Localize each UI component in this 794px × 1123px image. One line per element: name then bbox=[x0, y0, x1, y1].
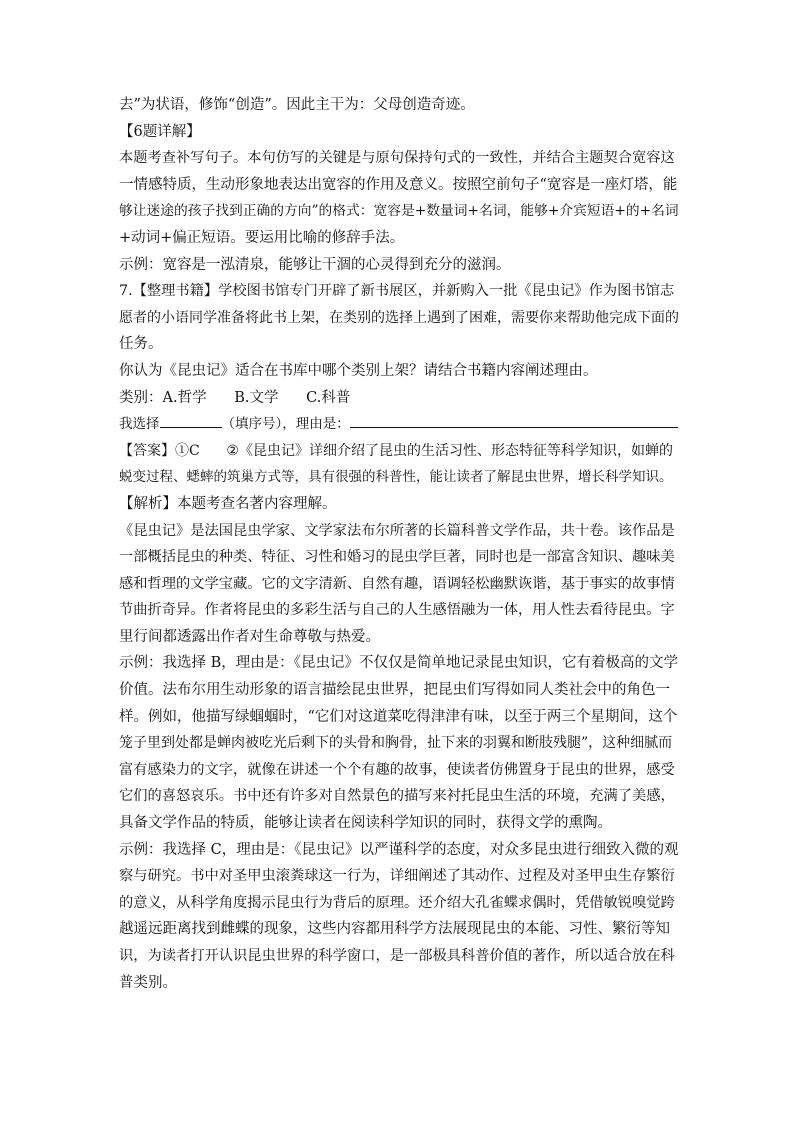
text-line: 里行间都透露出作者对生命尊敬与热爱。 bbox=[119, 628, 380, 645]
text-line: +动词+偏正短语。要运用比喻的修辞手法。 bbox=[119, 229, 405, 246]
text-line: 去”为状语，修饰“创造”。因此主干为：父母创造奇迹。 bbox=[119, 97, 475, 113]
text-line: 察与研究。书中对圣甲虫滚粪球这一行为，详细阐述了其动作、过程及对圣甲虫生存繁衍 bbox=[119, 868, 675, 885]
text-line: 具备文学作品的特质，能够让读者在阅读科学知识的同时，获得文学的熏陶。 bbox=[119, 815, 612, 832]
text-line: 的意义，从科学角度揭示昆虫行为背后的原理。还介绍大孔雀蝶求偶时，凭借敏锐嗅觉跨 bbox=[119, 894, 675, 911]
text-line: 《昆虫记》是法国昆虫学家、文学家法布尔所著的长篇科普文学作品，共十卷。该作品是 bbox=[119, 522, 675, 539]
text-line: 普类别。 bbox=[119, 974, 177, 991]
example-line: 示例：宽容是一泓清泉，能够让干涸的心灵得到充分的滋润。 bbox=[119, 256, 511, 273]
fill-in-line bbox=[119, 411, 679, 438]
text-line: 富有感染力的文字，就像在讲述一个个有趣的故事，使读者仿佛置身于昆虫的世界，感受 bbox=[119, 761, 675, 778]
text-line: 一部概括昆虫的种类、特征、习性和婚习的昆虫学巨著，同时也是一部富含知识、趣味美 bbox=[119, 549, 675, 566]
text-line: 感和哲理的文学宝藏。它的文字清新、自然有趣，语调轻松幽默诙谐，基于事实的故事情 bbox=[119, 575, 675, 592]
fill-prefix: 我选择 bbox=[119, 416, 160, 433]
question-line: 任务。 bbox=[119, 336, 163, 353]
text-line: 节曲折奇异。作者将昆虫的多彩生活与自己的人生感悟融为一体，用人性去看待昆虫。字 bbox=[119, 602, 675, 619]
answer-blank-reason bbox=[350, 412, 678, 428]
category-options: 类别：A.哲学 B.文学 C.科普 bbox=[119, 389, 351, 406]
text-line: 它们的喜怒哀乐。书中还有许多对自然景色的描写来衬托昆虫生活的环境，充满了美感， bbox=[119, 788, 675, 805]
analysis-heading: 【解析】本题考查名著内容理解。 bbox=[119, 495, 337, 512]
text-line: 笼子里到处都是蝉肉被吃光后剩下的头骨和胸骨，扯下来的羽翼和断肢残腿”，这种细腻而 bbox=[119, 735, 673, 752]
fill-middle: （填序号），理由是： bbox=[221, 416, 350, 433]
text-line: 够让迷途的孩子找到正确的方向”的格式：宽容是+数量词+名词，能够+介宾短语+的+名词 bbox=[119, 203, 679, 220]
question-line: 愿者的小语同学准备将此书上架，在类别的选择上遇到了困难，需要你来帮助他完成下面的 bbox=[119, 309, 679, 326]
text-line: 越遥远距离找到雌蝶的现象，这些内容都用科学方法展现昆虫的本能、习性、繁衍等知 bbox=[119, 921, 670, 938]
example-line: 示例：我选择 B，理由是：《昆虫记》不仅仅是简单地记录昆虫知识，它有着极高的文学 bbox=[119, 655, 679, 672]
section-heading: 【6题详解】 bbox=[119, 123, 201, 140]
question-line: 你认为《昆虫记》适合在书库中哪个类别上架？请结合书籍内容阐述理由。 bbox=[119, 362, 598, 379]
answer-line: 蜕变过程、蟋蟀的筑巢方式等，具有很强的科普性，能让读者了解昆虫世界，增长科学知识。 bbox=[119, 469, 673, 486]
example-line: 示例：我选择 C，理由是：《昆虫记》以严谨科学的态度，对众多昆虫进行细致入微的观 bbox=[119, 841, 679, 858]
text-line: 样。例如，他描写绿蝈蝈时，“它们对这道菜吃得津津有味，以至于两三个星期间，这个 bbox=[119, 708, 678, 725]
text-line: 识，为读者打开认识昆虫世界的科学窗口，是一部极具科普价值的著作，所以适合放在科 bbox=[119, 948, 675, 964]
text-line: 本题考查补写句子。本句仿写的关键是与原句保持句式的一致性，并结合主题契合宽容这 bbox=[119, 150, 675, 167]
text-line: 一情感特质，生动形象地表达出宽容的作用及意义。按照空前句子“宽容是一座灯塔，能 bbox=[119, 176, 678, 193]
answer-line: 【答案】①C ②《昆虫记》详细介绍了昆虫的生活习性、形态特征等科学知识，如蝉的 bbox=[119, 442, 673, 459]
question-line: 7.【整理书籍】学校图书馆专门开辟了新书展区，并新购入一批《昆虫记》作为图书馆志 bbox=[119, 283, 675, 300]
answer-blank-number bbox=[160, 412, 222, 428]
document-body bbox=[119, 92, 679, 996]
text-line: 价值。法布尔用生动形象的语言描绘昆虫世界，把昆虫们写得如同人类社会中的角色一 bbox=[119, 682, 670, 699]
